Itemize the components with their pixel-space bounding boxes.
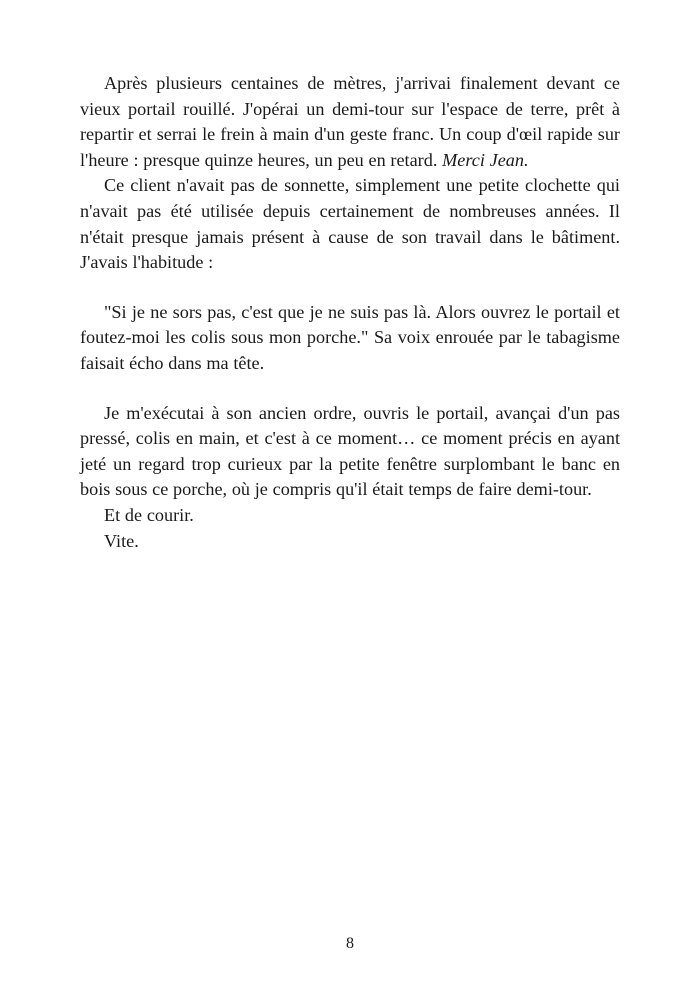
paragraph-client: Ce client n'avait pas de sonnette, simplement une petite clochette qui n'avait pas été utilisée depuis certainement de nombreuses années. Il n'était presque jamais présent à cause de son travail dans le bâtiment. J'avais l'habitude : (80, 175, 620, 273)
page-body (80, 71, 620, 554)
paragraph-arrival-italic: Merci Jean. (442, 149, 529, 170)
paragraph-execution: Je m'exécutai à son ancien ordre, ouvris le portail, avançai d'un pas pressé, colis en main, et c'est à ce moment… ce moment précis en ayant jeté un regard trop curieux par la petite fenêtre surplombant le banc en bois sous ce porche, où je compris qu'il était temps de faire demi-tour. (80, 402, 620, 500)
paragraph-gap (80, 377, 620, 401)
page-number: 8 (346, 935, 354, 952)
paragraph-fast: Vite. (104, 530, 139, 551)
paragraph-arrival-text: Après plusieurs centaines de mètres, j'arrivai finalement devant ce vieux portail rouillé. J'opérai un demi-tour sur l'espace de terre, prêt à repartir et serrai le frein à main d'un geste franc. Un coup d'œil rapide sur l'heure : presque quinze heures, un peu en retard. (80, 73, 620, 170)
paragraph-arrival (80, 71, 620, 173)
paragraph-run: Et de courir. (104, 504, 194, 525)
paragraph-gap (80, 276, 620, 300)
paragraph-quote: "Si je ne sors pas, c'est que je ne suis pas là. Alors ouvrez le portail et foutez-moi les colis sous mon porche." Sa voix enrouée par le tabagisme faisait écho dans ma tête. (80, 301, 620, 373)
